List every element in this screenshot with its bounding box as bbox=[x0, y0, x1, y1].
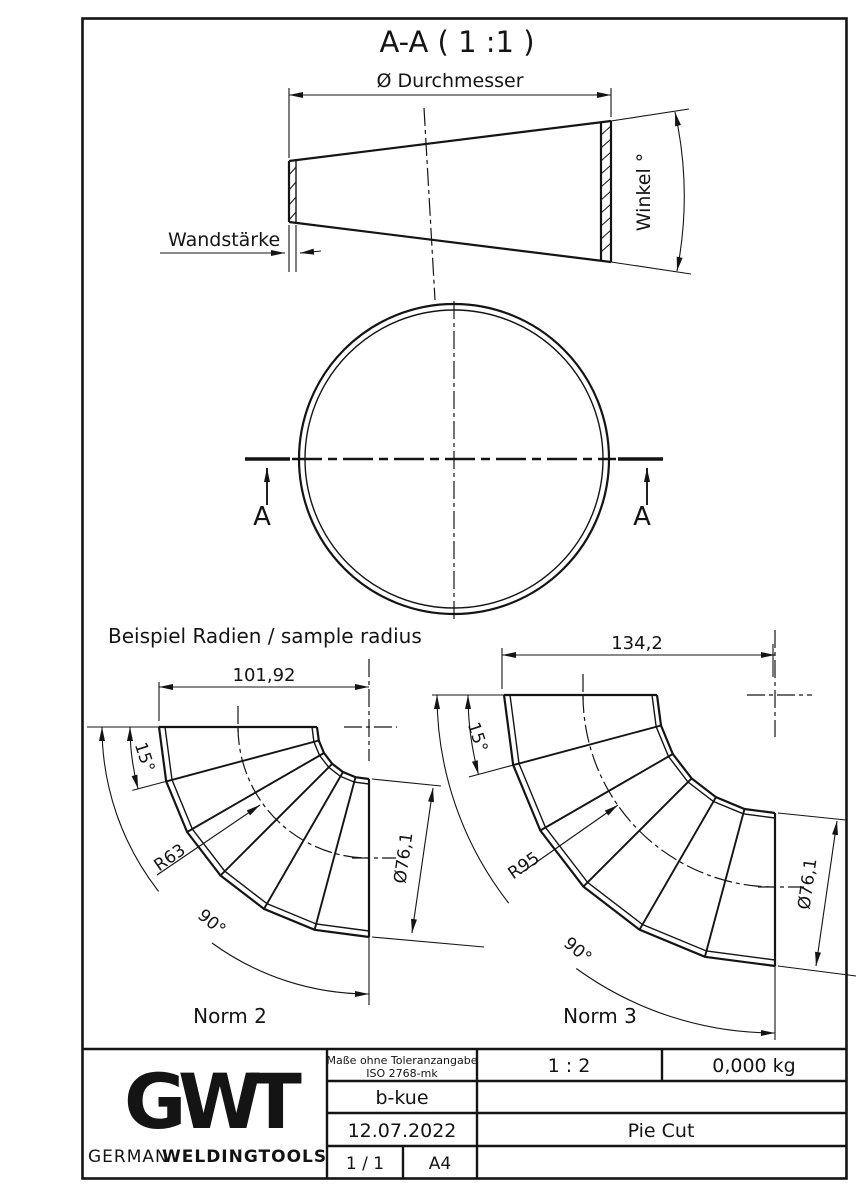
logo-brand-regular: GERMAN bbox=[88, 1147, 169, 1167]
tolerance-note-line2: ISO 2768-mk bbox=[366, 1067, 438, 1080]
logo-letter-t: T bbox=[250, 1057, 302, 1146]
weight-value: 0,000 kg bbox=[712, 1055, 796, 1077]
cone-section-view bbox=[160, 25, 691, 300]
norm2-width-dim: 101,92 bbox=[232, 665, 296, 686]
samples-heading: Beispiel Radien / sample radius bbox=[108, 624, 422, 648]
wall-thickness-label: Wandstärke bbox=[168, 229, 281, 251]
cone-centerline bbox=[424, 108, 435, 300]
norm2-segment-joints bbox=[166, 741, 355, 930]
tolerance-note-line1: Maße ohne Toleranzangabe bbox=[326, 1054, 478, 1067]
scale-value: 1 : 2 bbox=[547, 1055, 591, 1077]
norm3-width-dim: 134,2 bbox=[611, 633, 663, 654]
cut-label-right: A bbox=[633, 502, 651, 532]
logo-brand-bold: WELDINGTOOLS bbox=[162, 1147, 328, 1167]
angle-arc bbox=[675, 112, 684, 271]
date-value: 12.07.2022 bbox=[347, 1120, 457, 1142]
norm3-name: Norm 3 bbox=[563, 1004, 637, 1028]
norm2-name: Norm 2 bbox=[193, 1004, 267, 1028]
norm2-segment-angle: 15° bbox=[129, 739, 159, 775]
norm2-bend-radius: R63 bbox=[150, 840, 190, 876]
norm2-elbow-view bbox=[87, 659, 484, 1028]
diameter-dimension-label: Ø Durchmesser bbox=[376, 70, 524, 92]
norm3-bend-radius: R95 bbox=[504, 848, 544, 884]
norm2-bend-angle: 90° bbox=[193, 905, 230, 941]
logo-letter-w: W bbox=[178, 1057, 262, 1146]
title-block bbox=[83, 1049, 847, 1179]
norm3-pipe-diameter: Ø76,1 bbox=[794, 857, 822, 911]
norm2-pipe-diameter: Ø76,1 bbox=[390, 831, 418, 885]
right-wall-hatch bbox=[601, 126, 611, 252]
sheet-number: 1 / 1 bbox=[345, 1154, 385, 1174]
norm3-bend-angle: 90° bbox=[559, 933, 596, 969]
company-logo bbox=[88, 1057, 327, 1167]
angle-label: Winkel ° bbox=[633, 152, 655, 232]
paper-format: A4 bbox=[428, 1154, 452, 1174]
norm3-segment-angle: 15° bbox=[462, 719, 492, 755]
creator-value: b-kue bbox=[375, 1087, 429, 1109]
norm3-elbow-view bbox=[432, 630, 856, 1040]
cut-label-left: A bbox=[253, 502, 271, 532]
logo-letter-g: G bbox=[124, 1057, 187, 1146]
circle-plan-view bbox=[245, 301, 663, 619]
section-title: A-A ( 1 :1 ) bbox=[379, 25, 535, 59]
part-name: Pie Cut bbox=[627, 1120, 695, 1142]
